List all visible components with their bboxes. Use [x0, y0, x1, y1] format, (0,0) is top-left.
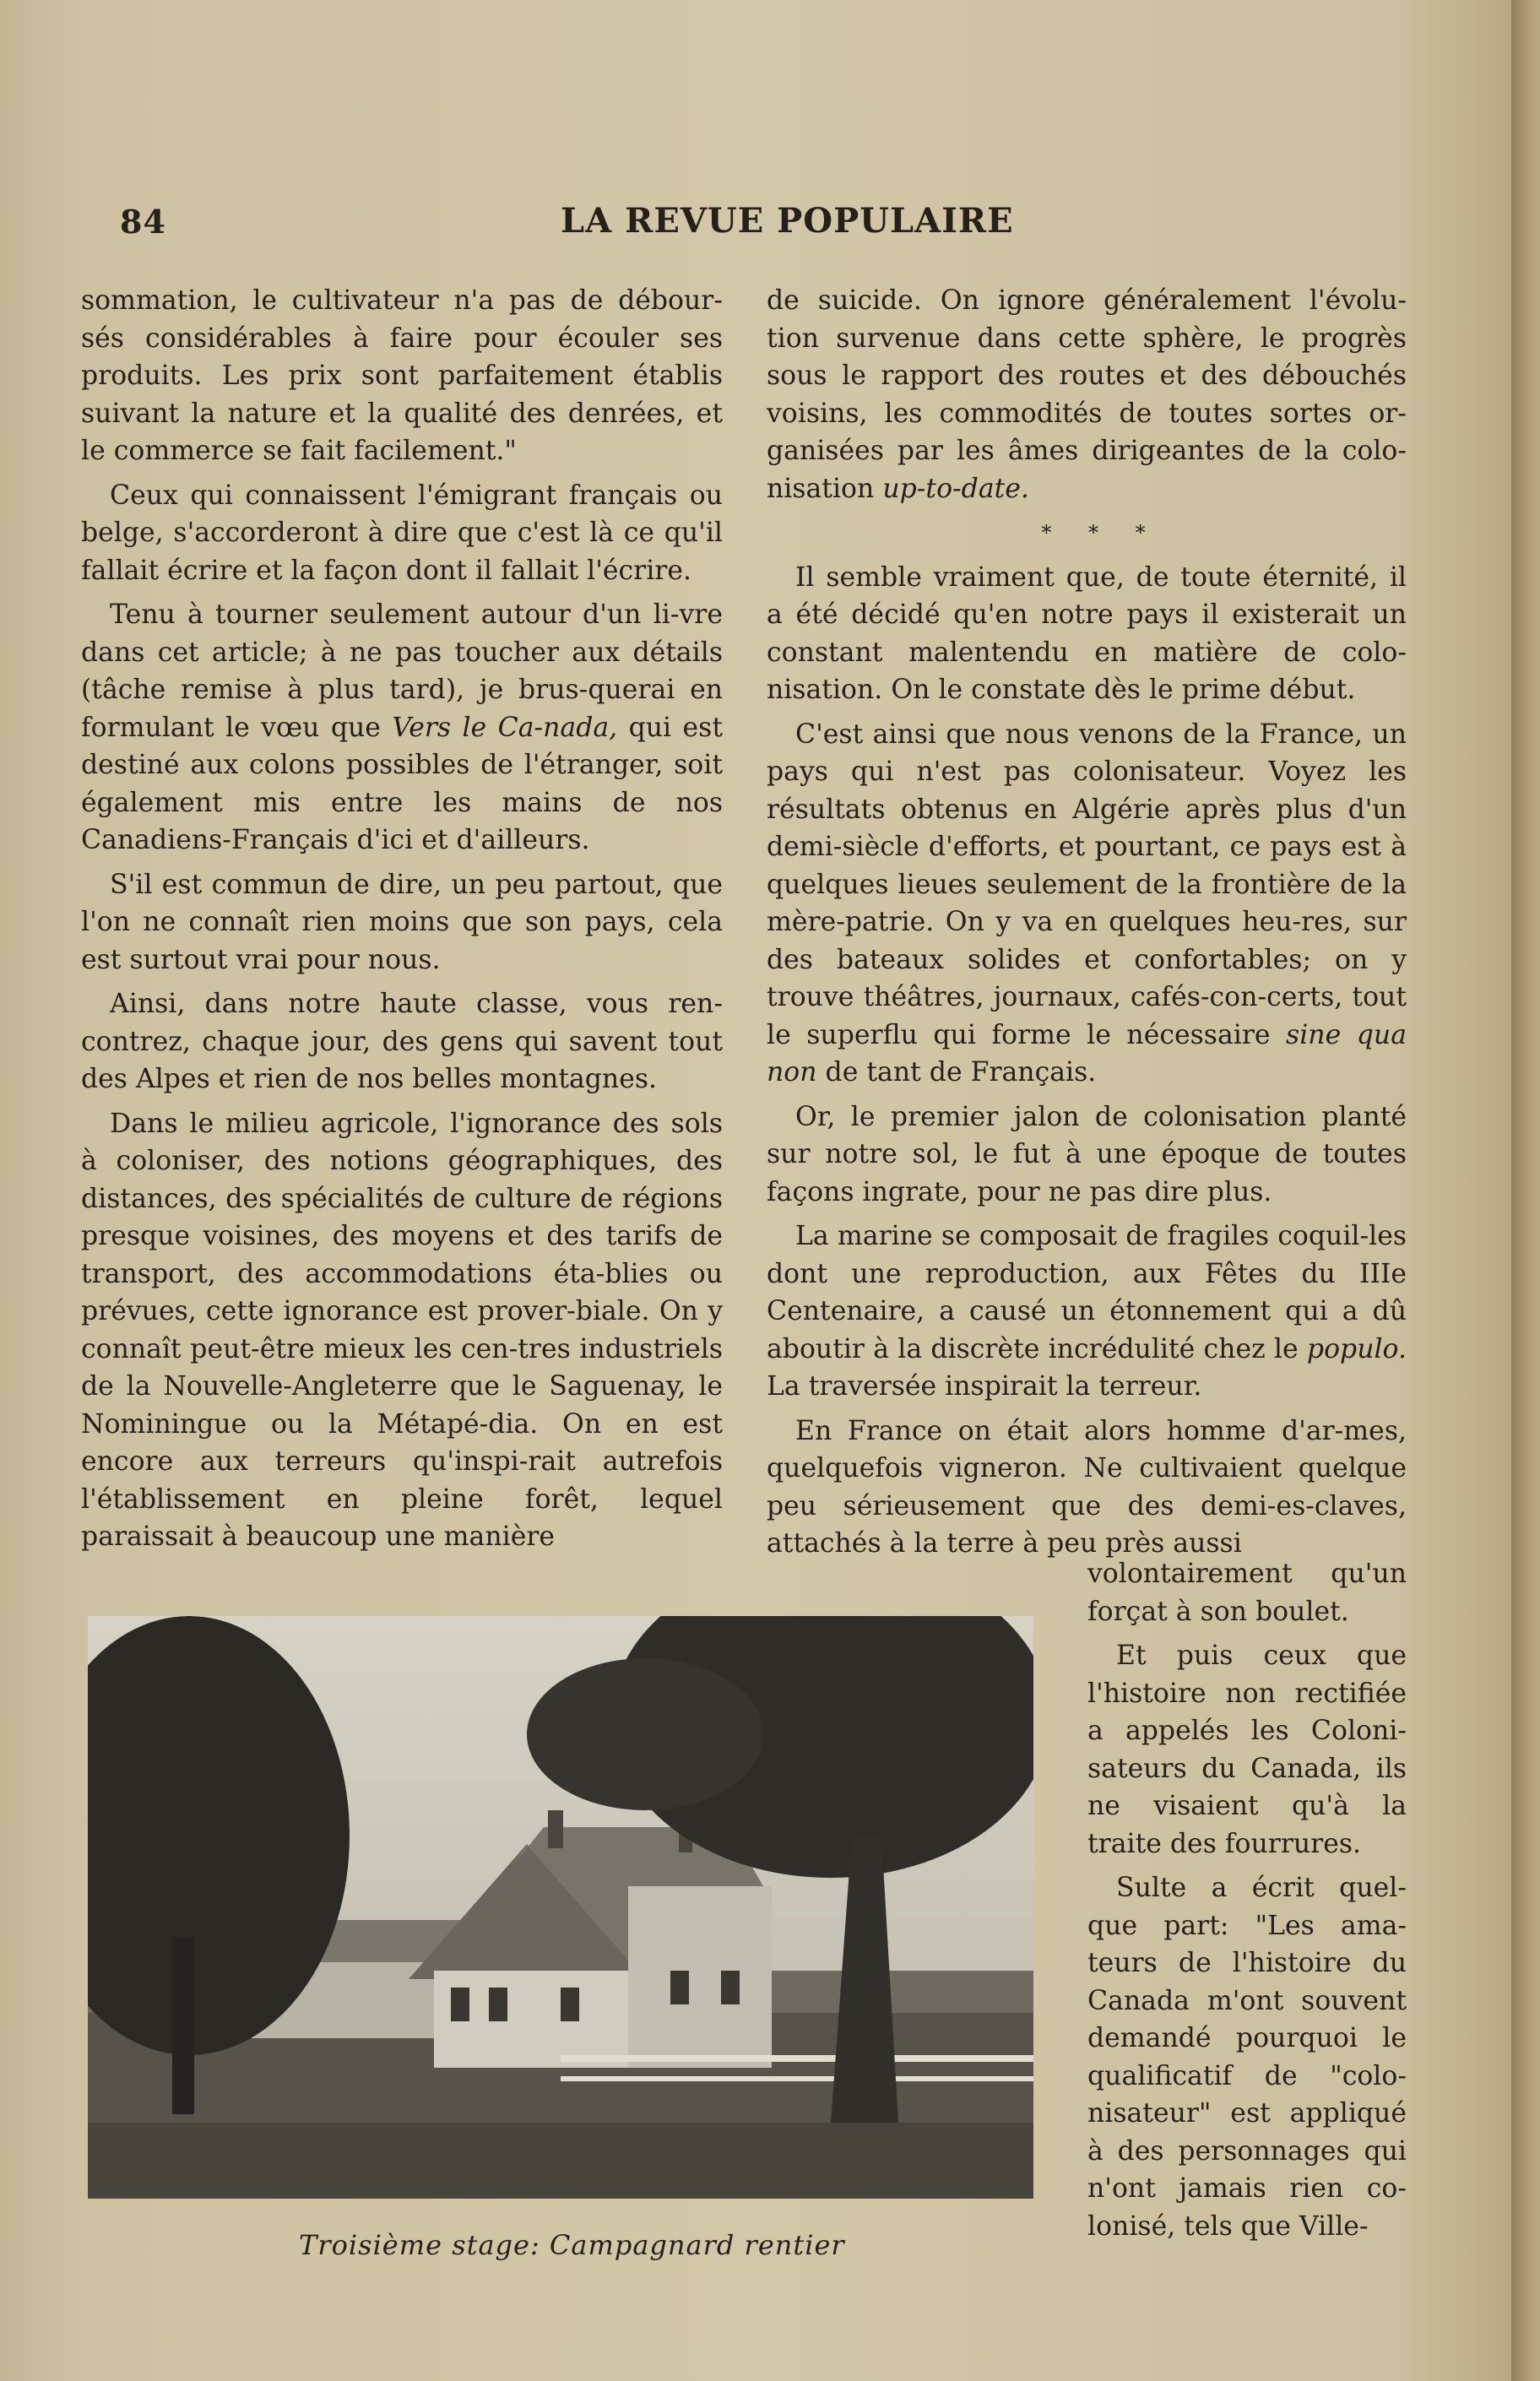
chimney [548, 1810, 563, 1848]
paragraph: Il semble vraiment que, de toute éternité, il a été décidé qu'en notre pays il existerait un constant malentendu en matière de colo-nisation. On le constate dès le prime début. [767, 561, 1407, 705]
window [561, 1988, 579, 2021]
paragraph [81, 596, 723, 860]
book-title: Vers le Ca-nada, [392, 712, 618, 743]
italic-phrase: up-to-date. [882, 473, 1029, 504]
window [489, 1988, 507, 2021]
paragraph: Ainsi, dans notre haute classe, vous ren-contrez, chaque jour, des gens qui savent tout des Alpes et rien de nos belles montagnes. [81, 989, 723, 1094]
paragraph: Sulte a écrit quel-que part: "Les ama-teurs de l'histoire du Canada m'ont souvent demandé pourquoi le qualificatif de "colo-nisateur" est appliqué à des personnages qui n'ont jamais rien co-lonisé, tels que Ville- [1087, 1873, 1407, 2242]
italic-phrase: sine qua non [767, 1019, 1407, 1087]
paragraph [767, 1218, 1407, 1406]
text-run: La traversée inspirait la terreur. [767, 1371, 1202, 1402]
page-number: 84 [120, 203, 166, 241]
page-edge [1511, 0, 1540, 2381]
paragraph: Et puis ceux que l'histoire non rectifiée a appelés les Coloni-sateurs du Canada, ils ne visaient qu'à la traite des fourrures. [1087, 1641, 1407, 1859]
text-run: La marine se composait de fragiles coquil-les dont une reproduction, aux Fêtes du IIIe Centenaire, a causé un étonnement qui a dû aboutir à la discrète incrédulité chez le [767, 1221, 1407, 1364]
house-side [628, 1886, 772, 2068]
paragraph [767, 716, 1407, 1092]
right-column [767, 282, 1407, 1563]
shadow [88, 2123, 1033, 2199]
fence-rail [561, 2076, 1033, 2081]
fence-rail [561, 2055, 1033, 2062]
window [670, 1971, 689, 2004]
paragraph: sommation, le cultivateur n'a pas de débour-sés considérables à faire pour écouler ses produits. Les prix sont parfaitement établis suivant la nature et la qualité des denrées, et le commerce se fait facilement." [81, 285, 723, 466]
window [451, 1988, 469, 2021]
figure-caption: Troisième stage: Campagnard rentier [299, 2229, 845, 2261]
farmhouse-illustration [88, 1616, 1033, 2199]
section-separator: * * * [1041, 521, 1161, 545]
window [721, 1971, 740, 2004]
paragraph: En France on était alors homme d'ar-mes, quelquefois vigneron. Ne cultivaient quelque peu sérieusement que des demi-es-claves, attachés à la terre à peu près aussi [767, 1415, 1407, 1559]
paragraph-continued: volontairement qu'un forçat à son boulet. [1087, 1559, 1407, 1627]
paragraph: S'il est commun de dire, un peu partout, que l'on ne connaît rien moins que son pays, cela est surtout vrai pour nous. [81, 869, 723, 975]
farmhouse-photo [88, 1616, 1033, 2199]
text-run: C'est ainsi que nous venons de la France, un pays qui n'est pas colonisateur. Voyez les résultats obtenus en Algérie après plus d'un demi-siècle d'efforts, et pourtant, ce pays est à quelques lieues seulement de la frontière de la mère-patrie. On y va en quelques heu-res, sur des bateaux solides et confortables; on y trouve théâtres, journaux, cafés-con-certs, tout le superflu qui forme le nécessaire [767, 719, 1407, 1050]
text-run: de suicide. On ignore généralement l'évolu-tion survenue dans cette sphère, le progrès sous le rapport des routes et des débouchés voisins, les commodités de toutes sortes or-ganisées par les âmes dirigeantes de la colo-nisation [767, 285, 1407, 504]
journal-title: LA REVUE POPULAIRE [561, 201, 1014, 241]
text-run: Tenu à tourner seulement autour d'un li-vre dans cet article; à ne pas toucher aux détails (tâche remise à plus tard), je brus-querai en formulant le vœu que [81, 599, 723, 743]
paragraph: Ceux qui connaissent l'émigrant français ou belge, s'accorderont à dire que c'est là ce qu'il fallait écrire et la façon dont il fallait l'écrire. [81, 480, 723, 586]
paragraph [767, 282, 1407, 507]
tree-right-branch [527, 1658, 763, 1810]
paragraph: Or, le premier jalon de colonisation planté sur notre sol, le fut à une époque de toutes façons ingrate, pour ne pas dire plus. [767, 1101, 1407, 1207]
text-run: qui est destiné aux colons possibles de l'étranger, soit également mis entre les mains de nos Canadiens-Français d'ici et d'ailleurs. [81, 712, 723, 855]
paragraph: Dans le milieu agricole, l'ignorance des sols à coloniser, des notions géographiques, des distances, des spécialités de culture de régions presque voisines, des moyens et des tarifs de transport, des accommodations éta-blies ou prévues, cette ignorance est prover-biale. On y connaît peut-être mieux les cen-tres industriels de la Nouvelle-Angleterre que le Saguenay, le Nominingue ou la Métapé-dia. On en est encore aux terreurs qu'inspi-rait autrefois l'établissement en pleine forêt, lequel paraissait à beaucoup une manière [81, 1108, 723, 1552]
tree-trunk [172, 1937, 194, 2114]
left-column [81, 282, 723, 1556]
right-lower-column [1087, 1555, 1407, 2245]
text-run: de tant de Français. [816, 1057, 1097, 1087]
italic-phrase: populo. [1306, 1333, 1407, 1364]
